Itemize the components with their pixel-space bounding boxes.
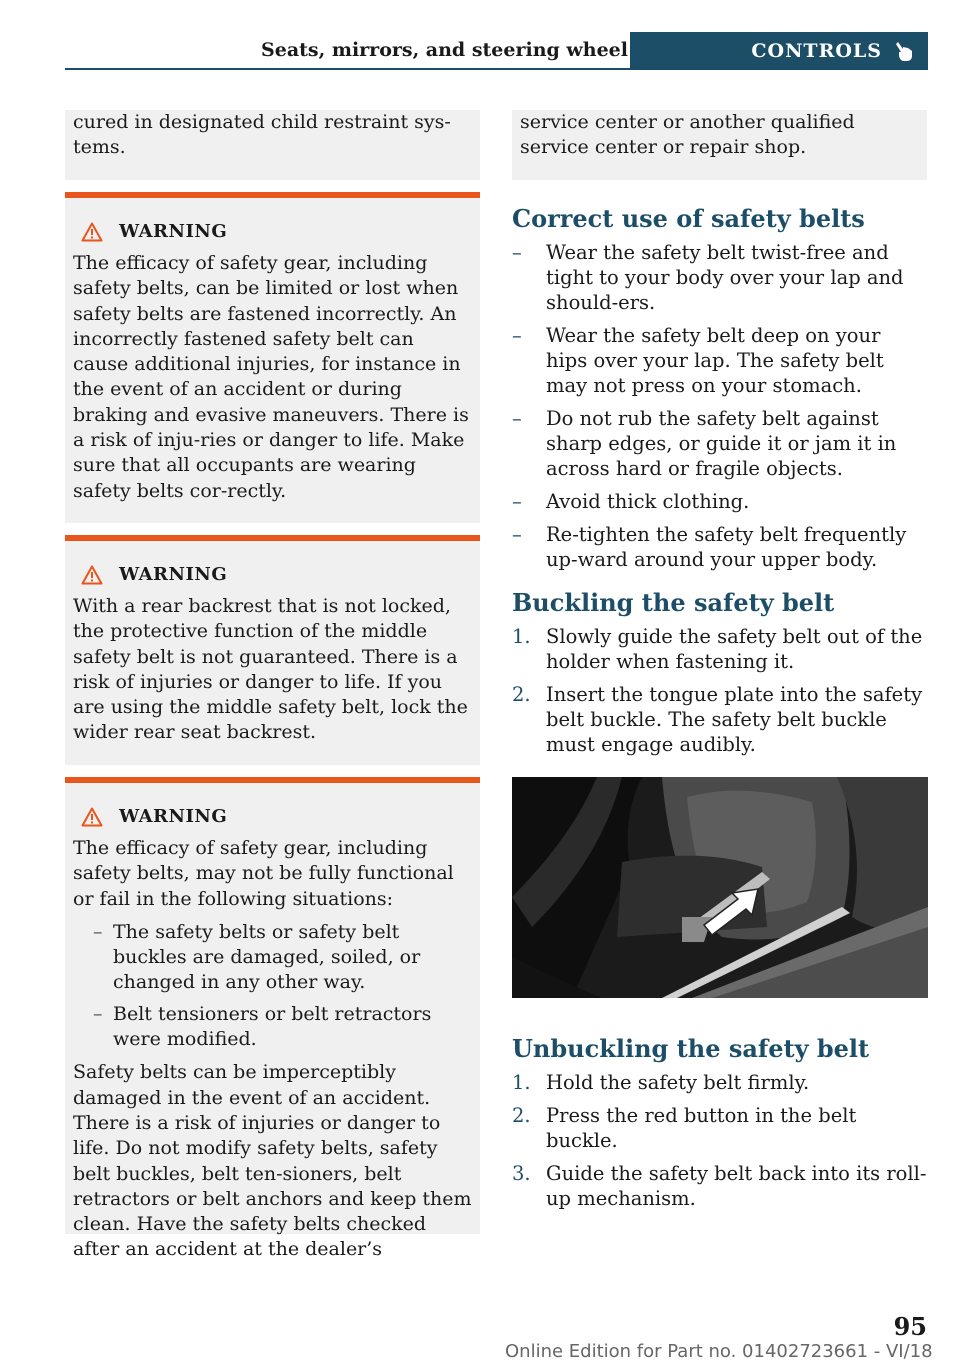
warning-title: WARNING xyxy=(119,806,228,828)
buckling-steps xyxy=(512,624,927,757)
step-number: 2. xyxy=(512,1104,531,1127)
list-item: – Wear the safety belt deep on your hips over your lap. The safety belt may not press on your stomach. xyxy=(512,323,927,398)
warning-triangle-icon xyxy=(81,222,103,242)
chapter-tab xyxy=(630,32,928,70)
section-heading: Correct use of safety belts xyxy=(512,204,865,233)
step-text: Guide the safety belt back into its roll-up mechanism. xyxy=(546,1162,927,1210)
step-number: 1. xyxy=(512,625,531,648)
warning-heading xyxy=(73,219,472,245)
warning-title: WARNING xyxy=(119,564,228,586)
chapter-title: CONTROLS xyxy=(751,40,882,62)
warning-box-1 xyxy=(65,192,480,523)
list-item xyxy=(512,624,927,674)
continued-text: cured in designated child restraint sys-tems. xyxy=(73,111,451,159)
buckling-section xyxy=(512,588,927,757)
list-item: – Do not rub the safety belt against sharp edges, or guide it or jam it in across hard or fragile objects. xyxy=(512,406,927,481)
correct-use-section xyxy=(512,204,927,572)
footer-edition: Online Edition for Part no. 01402723661 - VI/18 xyxy=(505,1341,933,1362)
continued-text: service center or another qualified service center or repair shop. xyxy=(520,111,855,159)
step-number: 1. xyxy=(512,1071,531,1094)
step-text: Hold the safety belt firmly. xyxy=(546,1071,810,1094)
warning-text: Safety belts can be imperceptibly damaged in the event of an accident. There is a risk of injuries or danger to life. Do not modify safety belts, safety belt buckles, belt ten-sioners, belt retractors or belt anchors and keep them clean. Have the safety belts checked after an accident at the dealer’s xyxy=(73,1061,472,1261)
list-item xyxy=(512,1103,927,1153)
list-item: – Re-tighten the safety belt frequently up-ward around your upper body. xyxy=(512,522,927,572)
list-item: – Avoid thick clothing. xyxy=(512,489,927,514)
warning-text: The efficacy of safety gear, including safety belts, can be limited or lost when safety belts are fastened incorrectly. An incorrectly fastened safety belt can cause additional injuries, for instance in the event of an accident or during braking and evasive maneuvers. There is a risk of inju-ries or danger to life. Make sure that all occupants are wearing safety belts cor-rectly. xyxy=(73,252,469,502)
warning-title: WARNING xyxy=(119,221,228,243)
seat-belt-buckle-photo xyxy=(512,777,928,998)
warning-text: With a rear backrest that is not locked, the protective function of the middle safety belt is not guaranteed. There is a risk of injuries or danger to life. If you are using the middle safety belt, lock the wider rear seat backrest. xyxy=(73,595,468,744)
continued-warning-box xyxy=(512,110,927,180)
warning-list xyxy=(73,920,472,1052)
warning-triangle-icon xyxy=(81,807,103,827)
warning-triangle-icon xyxy=(81,565,103,585)
step-text: Slowly guide the safety belt out of the holder when fastening it. xyxy=(546,625,923,673)
warning-intro: The efficacy of safety gear, including safety belts, may not be fully functional or fail in the following situations: xyxy=(73,837,454,910)
unbuckling-steps xyxy=(512,1070,927,1211)
warning-box-3 xyxy=(65,777,480,1261)
step-number: 2. xyxy=(512,683,531,706)
warning-heading xyxy=(73,804,472,830)
section-heading: Unbuckling the safety belt xyxy=(512,1034,870,1063)
step-text: Insert the tongue plate into the safety belt buckle. The safety belt buckle must engage audibly. xyxy=(546,683,923,756)
list-item: – Belt tensioners or belt retractors were modified. xyxy=(73,1002,472,1053)
right-column xyxy=(512,110,927,1219)
left-column xyxy=(65,110,480,1261)
section-heading: Buckling the safety belt xyxy=(512,588,835,617)
warning-box-2 xyxy=(65,535,480,765)
list-item xyxy=(512,682,927,757)
step-text: Press the red button in the belt buckle. xyxy=(546,1104,857,1152)
list-item xyxy=(512,1161,927,1211)
warning-heading xyxy=(73,562,472,588)
step-number: 3. xyxy=(512,1162,531,1185)
list-item xyxy=(512,1070,927,1095)
unbuckling-section xyxy=(512,1034,927,1211)
section-title: Seats, mirrors, and steering wheel xyxy=(261,39,628,61)
list-item: – Wear the safety belt twist-free and tight to your body over your lap and should-ers. xyxy=(512,240,927,315)
correct-use-list xyxy=(512,240,927,572)
page-header xyxy=(65,32,928,70)
pointing-hand-icon xyxy=(894,39,916,63)
list-item: – The safety belts or safety belt buckles are damaged, soiled, or changed in any other way. xyxy=(73,920,472,996)
continued-warning-box xyxy=(65,110,480,180)
page-number: 95 xyxy=(893,1312,927,1341)
